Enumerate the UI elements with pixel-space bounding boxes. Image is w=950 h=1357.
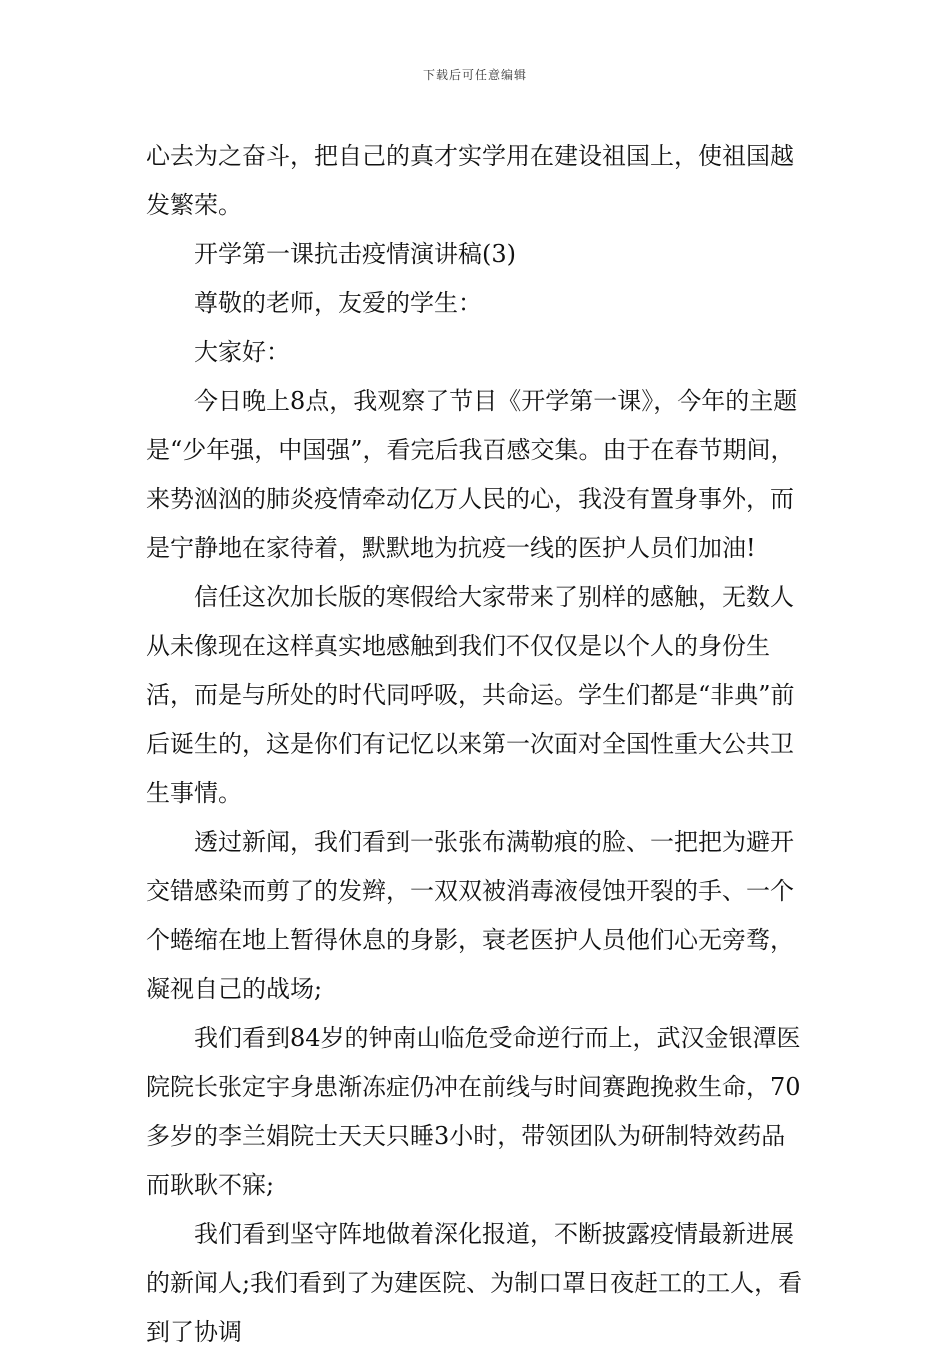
paragraph: 信任这次加长版的寒假给大家带来了别样的感触，无数人从未像现在这样真实地感触到我们不仅仅是以个人的身份生活，而是与所处的时代同呼吸，共命运。学生们都是“非典”前后诞生的，这是你们有记忆以来第一次面对全国性重大公共卫生事情。 [146,583,795,807]
paragraph: 我们看到坚守阵地做着深化报道，不断披露疫情最新进展的新闻人;我们看到了为建医院、为制口罩日夜赶工的工人，看到了协调 [146,1220,803,1346]
paragraph: 透过新闻，我们看到一张张布满勒痕的脸、一把把为避开交错感染而剪了的发辫，一双双被消毒液侵蚀开裂的手、一个个蜷缩在地上暂得休息的身影，衰老医护人员他们心无旁骛，凝视自己的战场; [146,828,794,1003]
paragraph: 今日晚上8点，我观察了节目《开学第一课》，今年的主题是“少年强，中国强”，看完后我百感交集。由于在春节期间，来势汹汹的肺炎疫情牵动亿万人民的心，我没有置身事外，而是宁静地在家待着，默默地为抗疫一线的医护人员们加油! [146,387,798,562]
speech-title: 开学第一课抗击疫情演讲稿(3) [194,240,516,268]
paragraph-continuation: 心去为之奋斗，把自己的真才实学用在建设祖国上，使祖国越发繁荣。 [146,142,794,219]
salutation: 尊敬的老师，友爱的学生： [194,289,482,317]
header-note: 下载后可任意编辑 [422,68,527,82]
paragraph: 我们看到84岁的钟南山临危受命逆行而上，武汉金银潭医院院长张定宇身患渐冻症仍冲在前线与时间赛跑挽救生命，70多岁的李兰娟院士天天只睡3小时，带领团队为研制特效药品而耿耿不寐; [146,1024,801,1199]
document-body [146,132,804,1357]
greeting: 大家好： [194,338,290,366]
